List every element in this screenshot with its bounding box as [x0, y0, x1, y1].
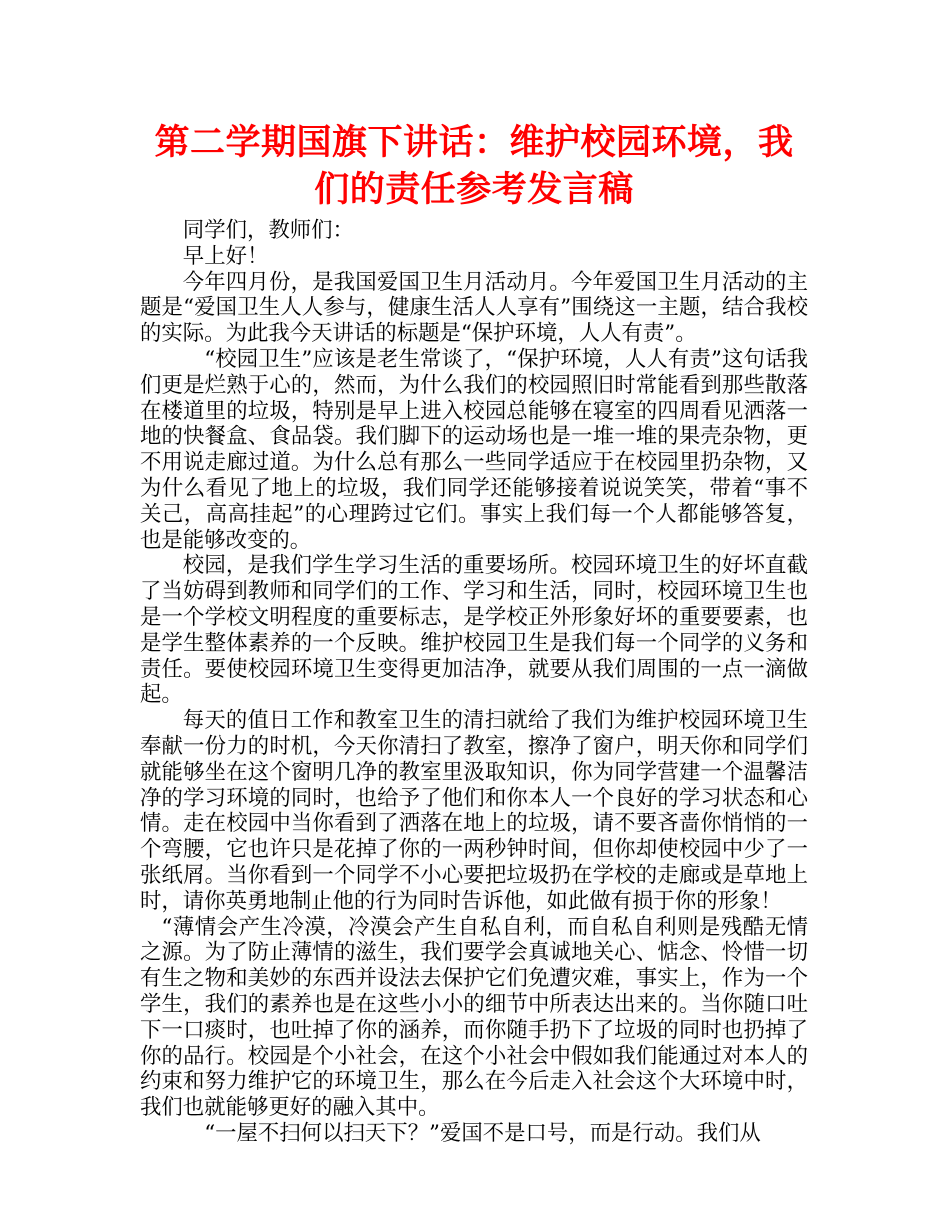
body-paragraph: “校园卫生”应该是老生常谈了，“保护环境，人人有责”这句话我们更是烂熟于心的，然而，为什么我们的校园照旧时常能看到那些散落在楼道里的垃圾，特别是早上进入校园总能够在寝室的四周看见洒落一地的快餐盒、食品袋。我们脚下的运动场也是一堆一堆的果壳杂物，更不用说走廊过道。为什么总有那么一些同学适应于在校园里扔杂物，又为什么看见了地上的垃圾，我们同学还能够接着说说笑笑，带着“事不关己，高高挂起”的心理跨过它们。事实上我们每一个人都能够答复，也是能够改变的。	[140, 346, 808, 553]
greeting-paragraph: 同学们，教师们：	[182, 218, 354, 243]
document-title: 第二学期国旗下讲话：维护校园环境，我们的责任参考发言稿	[154, 123, 794, 210]
body-paragraph: 今年四月份，是我国爱国卫生月活动月。今年爱国卫生月活动的主题是“爱国卫生人人参与，健康生活人人享有”围绕这一主题，结合我校的实际。为此我今天讲话的标题是“保护环境，人人有责”。	[140, 269, 808, 347]
body-paragraph: 校园，是我们学生学习生活的重要场所。校园环境卫生的好坏直截了当妨碍到教师和同学们的工作、学习和生活，同时，校园环境卫生也是一个学校文明程度的重要标志，是学校正外形象好坏的重要要素，也是学生整体素养的一个反映。维护校园卫生是我们每一个同学的义务和责任。要使校园环境卫生变得更加洁净，就要从我们周围的一点一滴做起。	[140, 553, 808, 708]
document-body	[140, 218, 808, 1147]
body-paragraph: 每天的值日工作和教室卫生的清扫就给了我们为维护校园环境卫生奉献一份力的时机，今天你清扫了教室，擦净了窗户，明天你和同学们就能够坐在这个窗明几净的教室里汲取知识，你为同学营建一个温馨洁净的学习环境的同时，也给予了他们和你本人一个良好的学习状态和心情。走在校园中当你看到了洒落在地上的垃圾，请不要吝啬你悄悄的一个弯腰，它也许只是花掉了你的一两秒钟时间，但你却使校园中少了一张纸屑。当你看到一个同学不小心要把垃圾扔在学校的走廊或是草地上时，请你英勇地制止他的行为同时告诉他，如此做有损于你的形象！	[140, 708, 808, 914]
document-page	[140, 120, 808, 1146]
good-morning-paragraph: 早上好！	[182, 243, 269, 269]
body-paragraph: “薄情会产生冷漠，冷漠会产生自私自利，而自私自利则是残酷无情之源。为了防止薄情的滋生，我们要学会真诚地关心、惦念、怜惜一切有生之物和美妙的东西并设法去保护它们免遭灾难，事实上，作为一个学生，我们的素养也是在这些小小的细节中所表达出来的。当你随口吐下一口痰时，也吐掉了你的涵养，而你随手扔下了垃圾的同时也扔掉了你的品行。校园是个小社会，在这个小社会中假如我们能通过对本人的约束和努力维护它的环境卫生，那么在今后走入社会这个大环境中时，我们也就能够更好的融入其中。	[140, 914, 808, 1121]
body-paragraph: “一屋不扫何以扫天下？”爱国不是口号，而是行动。我们从	[204, 1120, 761, 1146]
